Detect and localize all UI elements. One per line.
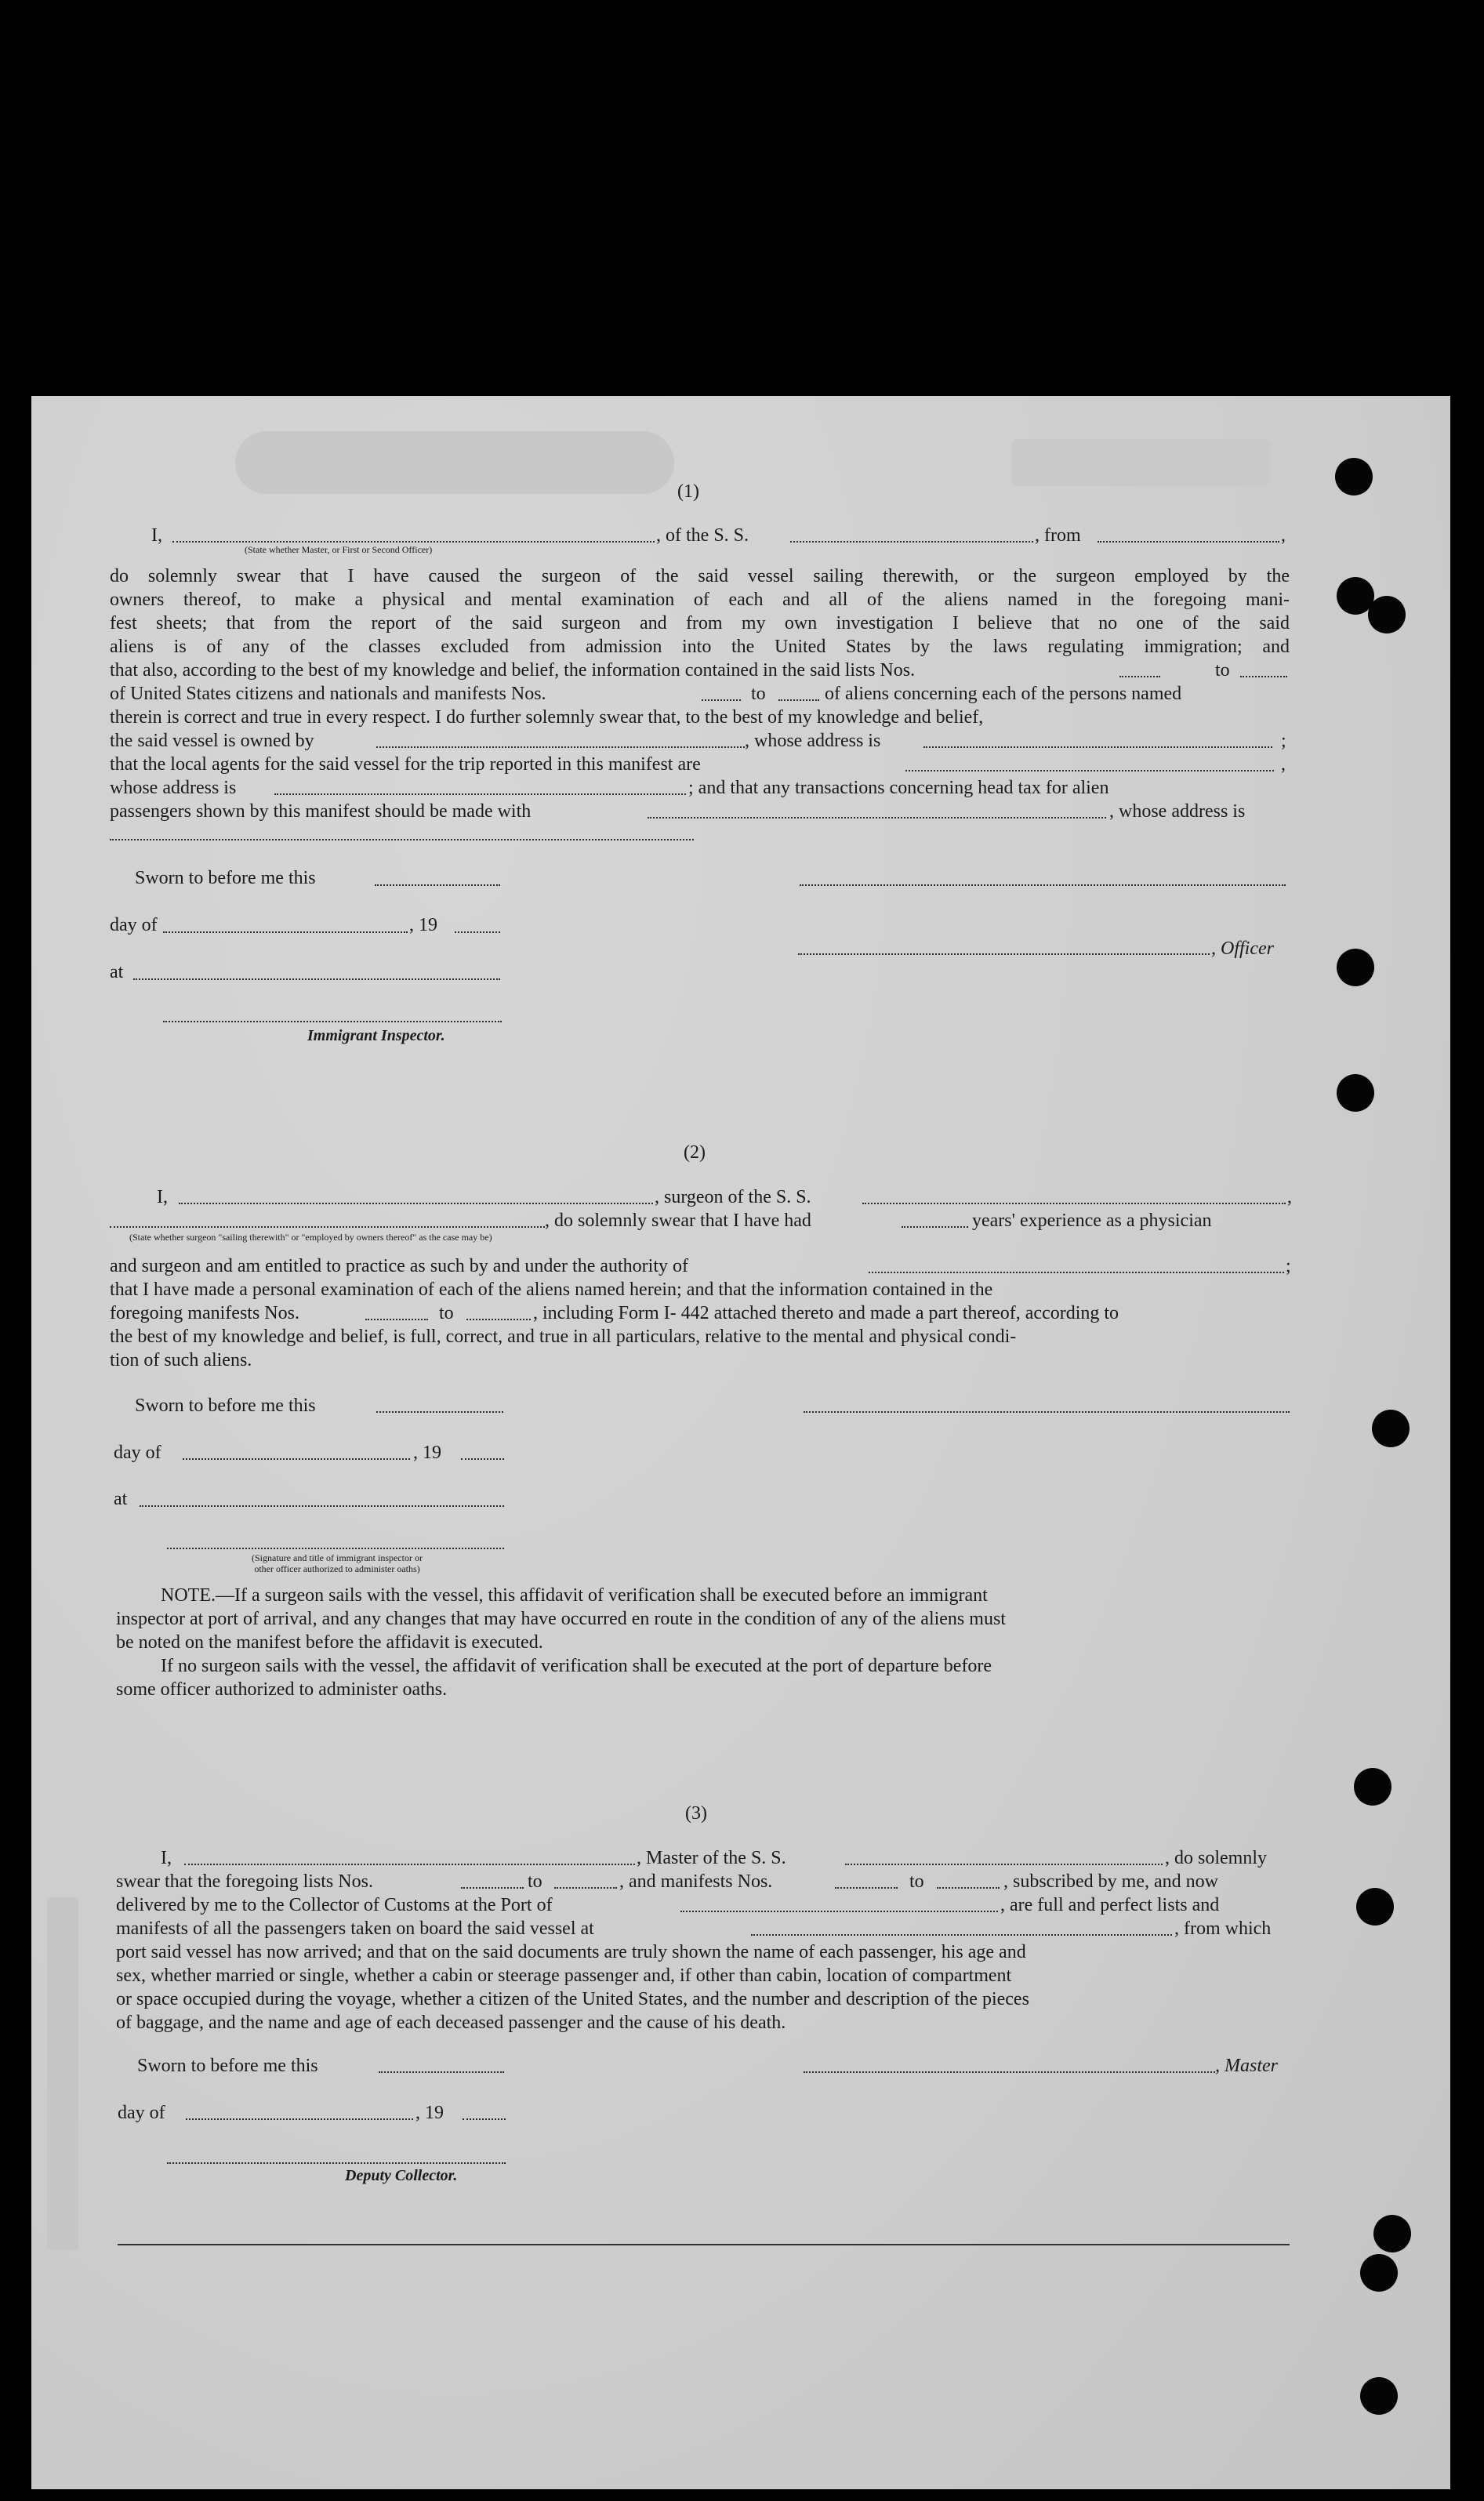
list-from-blank[interactable] xyxy=(1119,676,1160,677)
list-to-blank[interactable] xyxy=(554,1887,617,1889)
year-blank[interactable] xyxy=(463,2118,506,2120)
day-of-blank[interactable] xyxy=(163,931,408,933)
manifest-to-blank[interactable] xyxy=(466,1319,531,1320)
surgeon-signature-blank[interactable] xyxy=(804,1411,1290,1413)
sworn-date-blank[interactable] xyxy=(376,1411,503,1413)
day-of-blank[interactable] xyxy=(186,2118,413,2120)
manifest-from-blank[interactable] xyxy=(835,1887,898,1889)
name-blank[interactable] xyxy=(172,541,655,543)
note: NOTE.—If a surgeon sails with the vessel, this affidavit of verification shall be executed before an immigrant xyxy=(161,1585,988,1606)
manifest-to-blank[interactable] xyxy=(778,699,819,701)
owner-address-blank[interactable] xyxy=(923,746,1272,748)
signature-hint-2: other officer authorized to administer oaths) xyxy=(254,1563,420,1574)
vessel-blank[interactable] xyxy=(790,541,1033,543)
note-label: NOTE. xyxy=(161,1585,216,1606)
inspector-label: Immigrant Inspector. xyxy=(307,1027,445,1044)
officer-signature-top[interactable] xyxy=(800,884,1286,886)
years-blank[interactable] xyxy=(902,1226,968,1228)
punch-hole xyxy=(1337,949,1374,986)
agents-address-blank[interactable] xyxy=(274,793,686,795)
punch-hole xyxy=(1373,2215,1411,2252)
officer-label: , Officer xyxy=(1211,938,1274,959)
agents-blank[interactable] xyxy=(905,770,1274,771)
surgeon-status-blank[interactable] xyxy=(110,1226,545,1228)
master-name-blank[interactable] xyxy=(184,1864,635,1865)
inspector-signature-blank[interactable] xyxy=(163,1021,502,1022)
manifest-to-blank[interactable] xyxy=(937,1887,1000,1889)
at-blank[interactable] xyxy=(133,978,500,980)
field-hint: (State whether surgeon "sailing therewith" or "employed by owners thereof" as the case may be) xyxy=(129,1232,492,1243)
year-blank[interactable] xyxy=(455,931,500,933)
owner-blank[interactable] xyxy=(376,746,745,748)
punch-hole xyxy=(1356,1888,1394,1926)
section-number: (2) xyxy=(684,1142,706,1163)
year-blank[interactable] xyxy=(461,1458,504,1460)
punch-hole xyxy=(1372,1410,1410,1447)
port-blank[interactable] xyxy=(680,1911,998,1912)
section-number: (3) xyxy=(685,1803,707,1824)
show-through-mark xyxy=(1011,439,1270,486)
officer-signature-blank[interactable] xyxy=(798,953,1210,955)
departure-port-blank[interactable] xyxy=(751,1934,1172,1936)
authority-blank[interactable] xyxy=(869,1272,1284,1273)
punch-hole xyxy=(1360,2254,1398,2292)
vessel-blank[interactable] xyxy=(862,1203,1286,1204)
signature-hint-1: (Signature and title of immigrant inspector or xyxy=(252,1552,423,1563)
bottom-rule xyxy=(118,2244,1290,2245)
show-through-mark xyxy=(47,1897,78,2250)
section-number: (1) xyxy=(677,481,699,502)
punch-hole xyxy=(1337,1074,1374,1112)
manifest-from-blank[interactable] xyxy=(702,699,741,701)
master-signature-blank[interactable] xyxy=(804,2071,1215,2073)
punch-hole xyxy=(1335,458,1373,495)
from-blank[interactable] xyxy=(1098,541,1279,543)
manifest-from-blank[interactable] xyxy=(365,1319,428,1320)
punch-hole xyxy=(1368,596,1406,633)
master-label: , Master xyxy=(1215,2056,1278,2076)
oath-paragraph: do solemnly swear that I have caused the surgeon of the said vessel sailing therewith, or the surgeon employed by the owners thereof, to make a physical and mental examination of each and all of the aliens named in the foregoing mani- fest sheets; that from the report of the said surgeon and from my own investigation I believe that no one of the said aliens is of any of the classes excluded from admission into the United States by the laws regulating immigration; and xyxy=(110,566,1290,657)
vessel-blank[interactable] xyxy=(845,1864,1163,1865)
surgeon-name-blank[interactable] xyxy=(179,1203,653,1204)
punch-hole xyxy=(1360,2377,1398,2415)
sworn-date-blank[interactable] xyxy=(375,884,500,886)
list-from-blank[interactable] xyxy=(461,1887,524,1889)
show-through-mark xyxy=(235,431,674,494)
collector-label: Deputy Collector. xyxy=(345,2167,458,2184)
punch-hole xyxy=(1354,1768,1391,1806)
sworn-date-blank[interactable] xyxy=(379,2071,504,2073)
inspector-signature-blank[interactable] xyxy=(167,1548,504,1549)
at-blank[interactable] xyxy=(140,1505,504,1507)
head-tax-blank[interactable] xyxy=(648,817,1106,819)
list-to-blank[interactable] xyxy=(1240,676,1287,677)
field-hint: (State whether Master, or First or Second Officer) xyxy=(245,544,433,555)
head-tax-address-blank[interactable] xyxy=(110,839,694,840)
day-of-blank[interactable] xyxy=(183,1458,410,1460)
